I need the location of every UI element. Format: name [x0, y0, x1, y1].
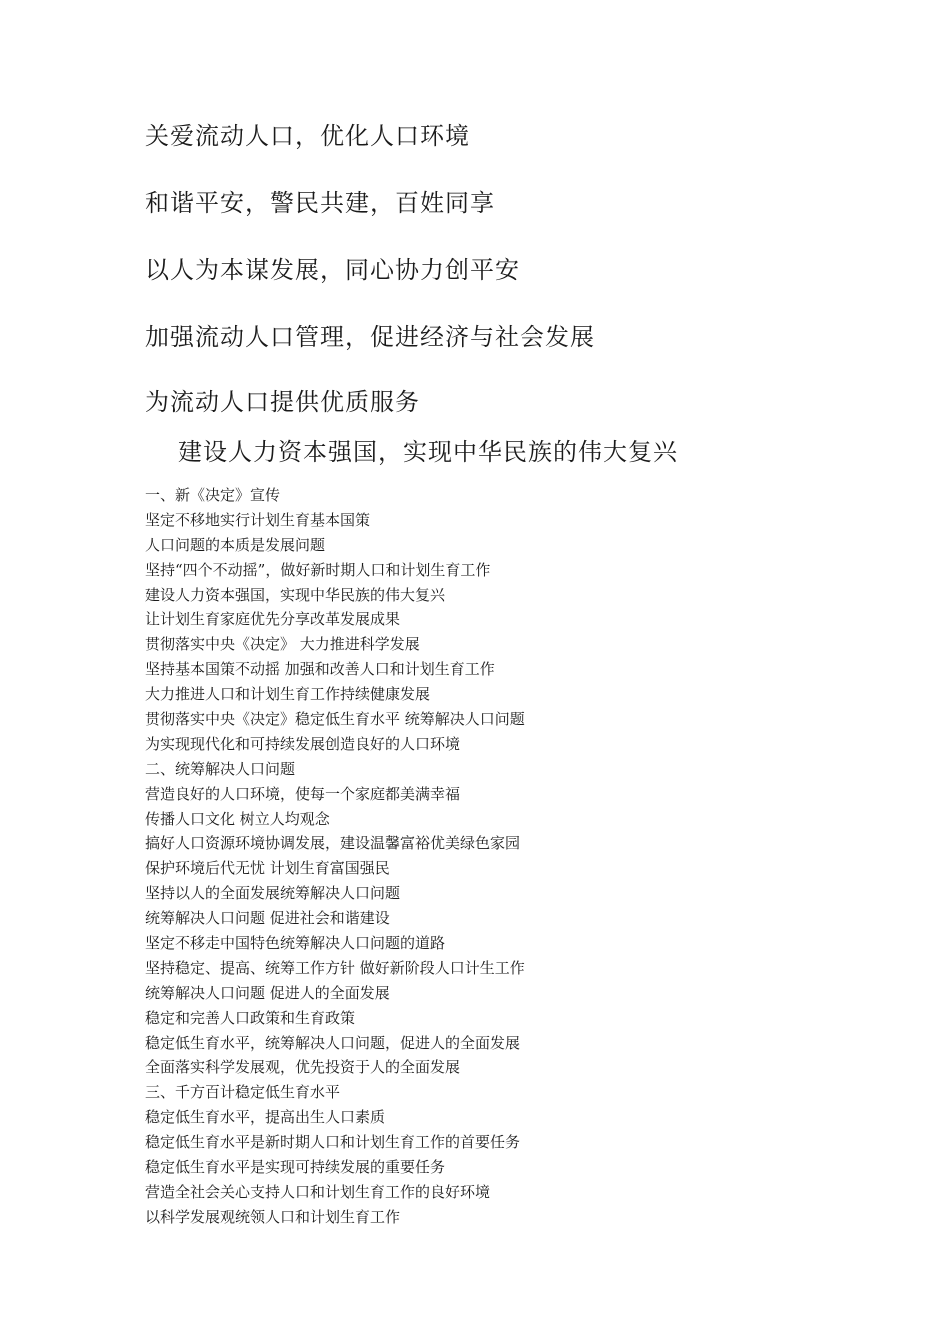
list-item: 传播人口文化 树立人均观念 — [145, 809, 330, 828]
list-item: 全面落实科学发展观，优先投资于人的全面发展 — [145, 1058, 461, 1077]
list-item: 坚持基本国策不动摇 加强和改善人口和计划生育工作 — [145, 660, 495, 679]
list-item: 以科学发展观统领人口和计划生育工作 — [145, 1207, 401, 1226]
list-item: 坚定不移地实行计划生育基本国策 — [145, 510, 371, 529]
slogan-list — [145, 483, 525, 1230]
slogan-4: 加强流动人口管理，促进经济与社会发展 — [145, 323, 595, 351]
list-item: 营造良好的人口环境，使每一个家庭都美满幸福 — [145, 784, 461, 803]
section-heading-2: 二、统筹解决人口问题 — [145, 759, 296, 778]
list-item: 统筹解决人口问题 促进社会和谐建设 — [145, 909, 390, 928]
slogan-2: 和谐平安，警民共建，百姓同享 — [145, 189, 495, 217]
list-item: 稳定和完善人口政策和生育政策 — [145, 1008, 356, 1027]
list-item: 稳定低生育水平是实现可持续发展的重要任务 — [145, 1158, 446, 1177]
slogan-6: 建设人力资本强国，实现中华民族的伟大复兴 — [178, 438, 678, 466]
list-item: 贯彻落实中央《决定》 大力推进科学发展 — [145, 635, 420, 654]
list-item: 稳定低生育水平是新时期人口和计划生育工作的首要任务 — [145, 1133, 521, 1152]
section-heading-3: 三、千方百计稳定低生育水平 — [145, 1083, 341, 1102]
list-item: 营造全社会关心支持人口和计划生育工作的良好环境 — [145, 1182, 491, 1201]
slogan-1: 关爱流动人口，优化人口环境 — [145, 122, 470, 150]
list-item: 建设人力资本强国，实现中华民族的伟大复兴 — [145, 585, 446, 604]
list-item: 为实现现代化和可持续发展创造良好的人口环境 — [145, 734, 461, 753]
list-item: 保护环境后代无忧 计划生育富国强民 — [145, 859, 390, 878]
list-item: 让计划生育家庭优先分享改革发展成果 — [145, 610, 401, 629]
slogan-5: 为流动人口提供优质服务 — [145, 388, 420, 416]
list-item: 搞好人口资源环境协调发展，建设温馨富裕优美绿色家园 — [145, 834, 521, 853]
list-item: 坚持稳定、提高、统筹工作方针 做好新阶段人口计生工作 — [145, 958, 525, 977]
list-item: 贯彻落实中央《决定》稳定低生育水平 统筹解决人口问题 — [145, 710, 525, 729]
list-item: 坚定不移走中国特色统筹解决人口问题的道路 — [145, 934, 446, 953]
list-item: 大力推进人口和计划生育工作持续健康发展 — [145, 685, 431, 704]
list-item: 坚持“四个不动摇”，做好新时期人口和计划生育工作 — [145, 560, 491, 579]
list-item: 稳定低生育水平，统筹解决人口问题，促进人的全面发展 — [145, 1033, 521, 1052]
list-item: 统筹解决人口问题 促进人的全面发展 — [145, 983, 390, 1002]
list-item: 坚持以人的全面发展统筹解决人口问题 — [145, 884, 401, 903]
list-item: 人口问题的本质是发展问题 — [145, 535, 326, 554]
section-heading-1: 一、新《决定》宣传 — [145, 486, 281, 504]
list-item: 稳定低生育水平，提高出生人口素质 — [145, 1108, 386, 1127]
slogan-3: 以人为本谋发展，同心协力创平安 — [145, 256, 520, 284]
